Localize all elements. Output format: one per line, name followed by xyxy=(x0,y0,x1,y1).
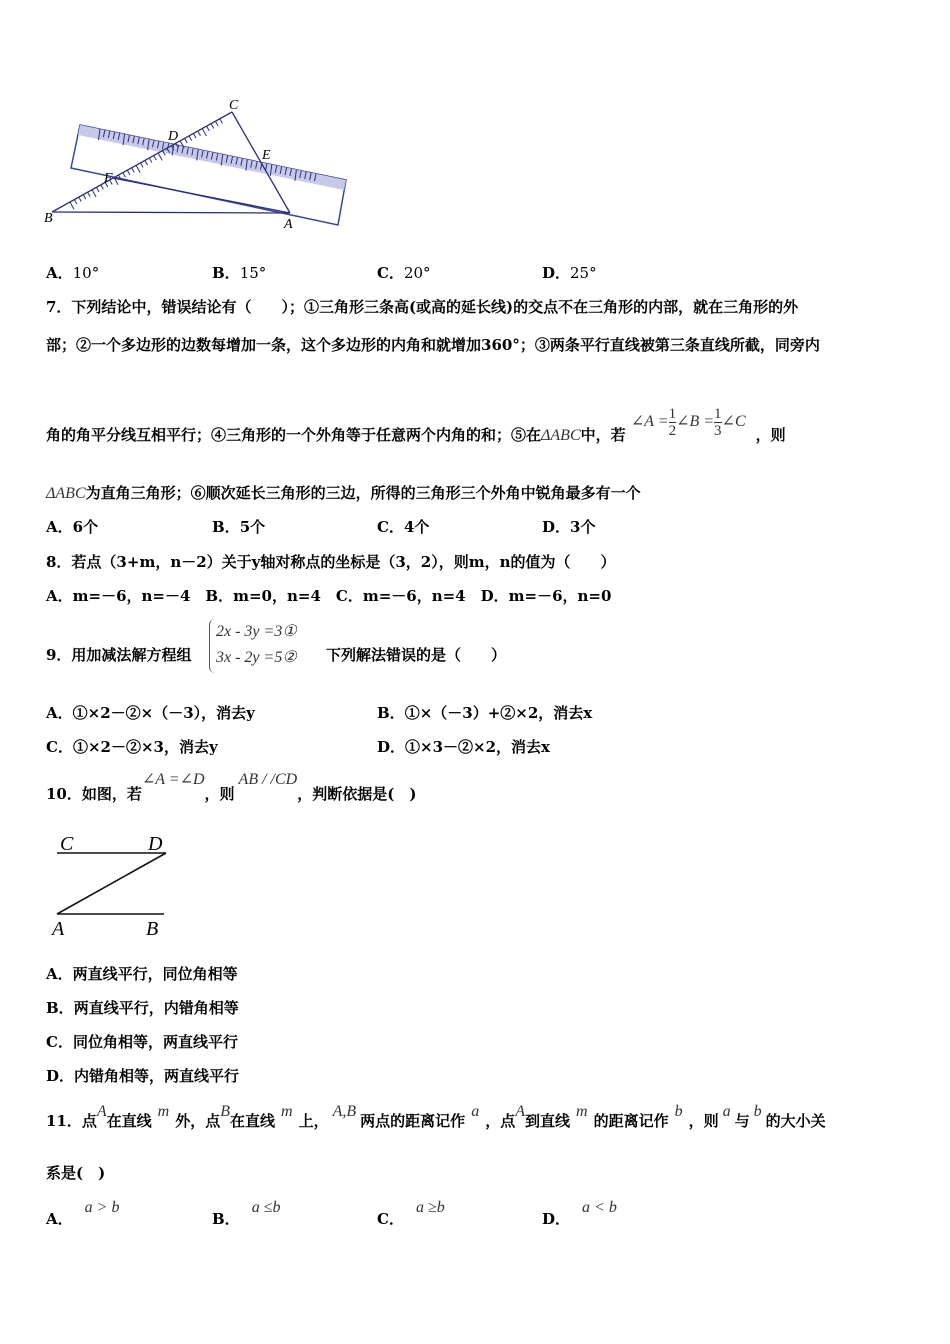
q10-figure xyxy=(44,826,174,942)
q7-option-c[interactable]: C．4个 xyxy=(377,518,430,536)
q7-option-a[interactable]: A．6个 xyxy=(46,518,99,536)
q9-option-d[interactable]: D．①×3－②×2，消去x xyxy=(377,738,550,756)
q10-option-b[interactable]: B．两直线平行，内错角相等 xyxy=(46,999,239,1017)
q11-option-d[interactable]: D．a < b xyxy=(542,1199,617,1228)
q6-option-d[interactable]: D．25° xyxy=(542,264,597,282)
label-A: A xyxy=(52,918,65,940)
label-D: D xyxy=(148,833,163,855)
q7-angle-condition: ∠A = $\frac{1}{2}$ ∠B = $\frac{1}{3}$ ∠C xyxy=(630,406,746,439)
label-B: B xyxy=(146,918,159,940)
label-D: D xyxy=(168,129,179,144)
label-B: B xyxy=(44,211,53,226)
protractor-tick xyxy=(74,200,77,205)
label-A: A xyxy=(284,217,293,232)
protractor-tick xyxy=(185,139,188,144)
q11-line-2: 系是( ) xyxy=(46,1164,106,1182)
label-E: E xyxy=(262,148,271,163)
q7-option-d[interactable]: D．3个 xyxy=(542,518,596,536)
q10-conclusion: AB / /CD xyxy=(238,771,298,788)
label-C: C xyxy=(229,98,239,113)
q7-triangle-abc-2: ΔABC xyxy=(46,485,86,502)
protractor-tick xyxy=(211,124,214,129)
q6-figure xyxy=(40,95,360,235)
protractor-tick xyxy=(101,185,104,190)
q7-line-3 xyxy=(46,406,786,445)
q7-line-1: 7．下列结论中，错误结论有（ ）；①三角形三条高(或高的延长线)的交点不在三角形的内部，就在三角形的外 xyxy=(46,298,799,316)
q9-option-c[interactable]: C．①×2－②×3，消去y xyxy=(46,738,218,756)
protractor-tick xyxy=(216,121,219,126)
protractor-tick xyxy=(207,126,210,131)
q8-stem: 8．若点（3+m，n－2）关于y轴对称点的坐标是（3，2），则m，n的值为（ ） xyxy=(46,553,616,571)
q7-triangle-abc: ΔABC xyxy=(541,427,581,445)
protractor-tick xyxy=(70,202,74,209)
protractor-tick xyxy=(88,192,91,197)
protractor-tick xyxy=(202,129,206,136)
protractor-tick xyxy=(220,119,223,124)
q11-line-1: 11．点A在直线m外，点B在直线m上，A,B两点的距离记作a，点A到直线m的距离记作b，则a与b的大小关 xyxy=(46,1103,826,1130)
q10-stem: 10．如图，若∠A =∠D，则AB / /CD，判断依据是( ) xyxy=(46,771,417,803)
q11-option-c[interactable]: C．a ≥b xyxy=(377,1199,445,1228)
segment-AD xyxy=(57,853,166,914)
q9-option-a[interactable]: A．①×2－②×（－3），消去y xyxy=(46,704,255,722)
q7-line-2: 部；②一个多边形的边数每增加一条，这个多边形的内角和就增加360°；③两条平行直线被第三条直线所截，同旁内 xyxy=(46,336,820,354)
q6-option-b[interactable]: B．15° xyxy=(212,264,267,282)
q11-option-b[interactable]: B．a ≤b xyxy=(212,1199,281,1228)
q7-line-4: ΔABC为直角三角形；⑥顺次延长三角形的三边，所得的三角形三个外角中锐角最多有一个 xyxy=(46,484,641,502)
q8-options[interactable]: A．m=－6，n=－4 B．m=0，n=4 C．m=－6，n=4 D．m=－6，n=0 xyxy=(46,587,612,605)
q10-condition: ∠A =∠D xyxy=(141,771,205,788)
q7-option-b[interactable]: B．5个 xyxy=(212,518,266,536)
q7-line-3-ruo: 中，若 xyxy=(580,426,626,445)
protractor-tick xyxy=(79,197,82,202)
q11-option-a[interactable]: A．a > b xyxy=(46,1199,120,1228)
q9-stem-b: 下列解法错误的是（ ） xyxy=(326,646,507,664)
q9-equation-system xyxy=(209,619,297,673)
protractor-tick xyxy=(189,136,192,141)
protractor-tick xyxy=(92,190,96,197)
protractor-tick xyxy=(96,187,99,192)
q10-option-a[interactable]: A．两直线平行，同位角相等 xyxy=(46,965,238,983)
label-C: C xyxy=(60,833,74,855)
q9-equation-2: 3x - 2y =5② xyxy=(216,649,297,666)
q6-option-a[interactable]: A．10° xyxy=(46,264,100,282)
q7-line-3-text: 角的角平分线互相平行；④三角形的一个外角等于任意两个内角的和；⑤在 xyxy=(46,426,542,445)
segment-BA xyxy=(52,212,290,213)
protractor-tick xyxy=(198,131,201,136)
q10-option-c[interactable]: C．同位角相等，两直线平行 xyxy=(46,1033,238,1051)
q9-option-b[interactable]: B．①×（－3）+②×2，消去x xyxy=(377,704,593,722)
q10-option-d[interactable]: D．内错角相等，两直线平行 xyxy=(46,1067,240,1085)
protractor-tick xyxy=(194,134,197,139)
q7-line-3-ze: ，则 xyxy=(755,426,786,445)
label-F: F xyxy=(104,171,113,186)
q9-equation-1: 2x - 3y =3① xyxy=(216,623,297,640)
protractor-tick xyxy=(83,195,86,200)
q9-stem-a: 9．用加减法解方程组 xyxy=(46,646,192,664)
q6-option-c[interactable]: C．20° xyxy=(377,264,431,282)
